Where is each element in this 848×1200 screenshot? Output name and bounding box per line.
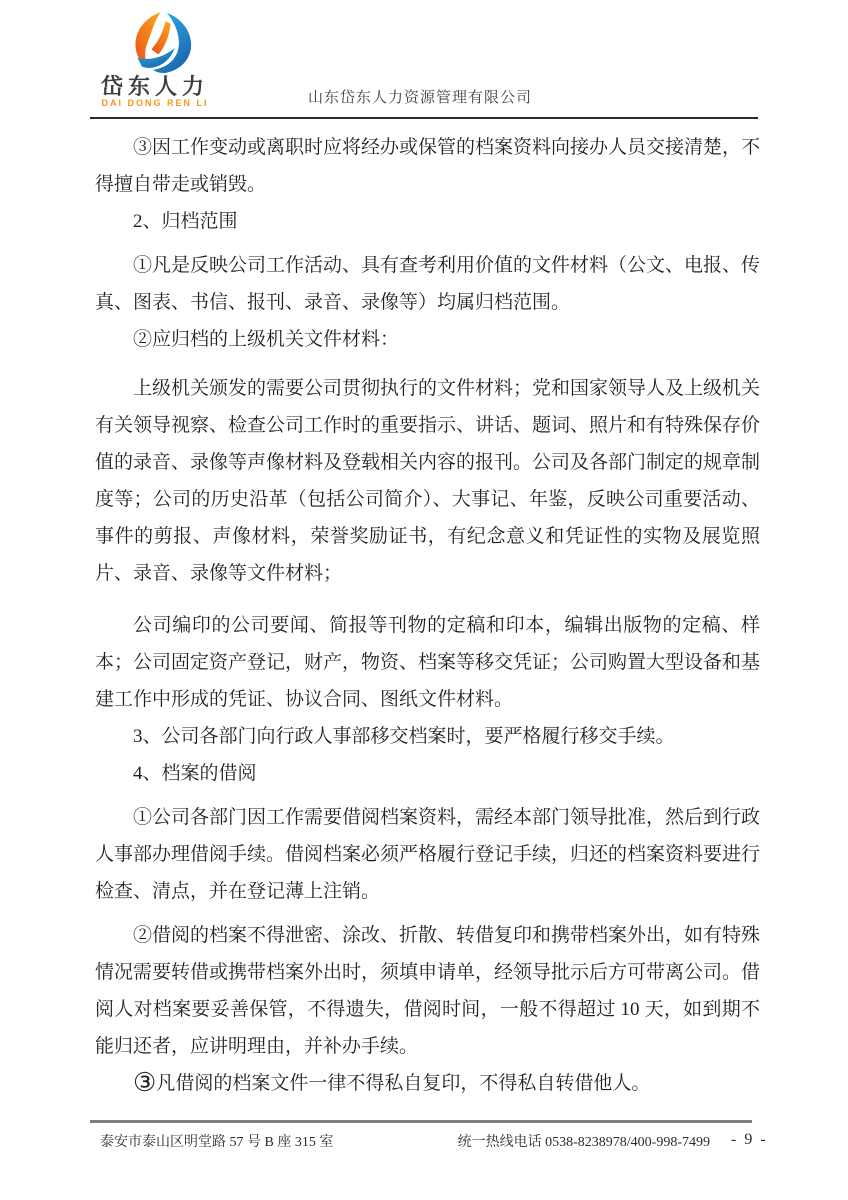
logo-en-text: DAI DONG REN LI <box>101 98 209 108</box>
body-paragraph-4: ②应归档的上级机关文件材料： <box>133 329 400 350</box>
header-divider <box>90 117 758 119</box>
company-logo-icon <box>131 11 195 75</box>
body-paragraph-3: ①凡是反映公司工作活动、具有查考利用价值的文件材料（公文、电报、传真、图表、书信、报刊、录音、录像等）均属归档范围。 <box>95 255 761 313</box>
footer-hotline: 统一热线电话 0538-8238978/400-998-7499 <box>457 1135 710 1150</box>
body-paragraph-8: 4、档案的借阅 <box>133 763 257 784</box>
body-paragraph-7: 3、公司各部门向行政人事部移交档案时，要严格履行移交手续。 <box>133 726 675 747</box>
body-paragraph-5: 上级机关颁发的需要公司贯彻执行的文件材料；党和国家领导人及上级机关有关领导视察、检查公司工作时的重要指示、讲话、题词、照片和有特殊保存价值的录音、录像等声像材料及登载相关内容的报刊。公司及各部门制定的规章制度等；公司的历史沿革（包括公司简介）、大事记、年鉴，反映公司重要活动、事件的剪报、声像材料，荣誉奖励证书，有纪念意义和凭证性的实物及展览照片、录音、录像等文件材料； <box>95 378 761 584</box>
body-paragraph-2: 2、归档范围 <box>133 211 238 232</box>
body-paragraph-1: ③因工作变动或离职时应将经办或保管的档案资料向接办人员交接清楚，不得擅自带走或销毁。 <box>95 137 761 195</box>
body-paragraph-11 <box>95 1065 760 1102</box>
page-number: - 9 - <box>731 1131 768 1148</box>
body-paragraph-9: ①公司各部门因工作需要借阅档案资料，需经本部门领导批准，然后到行政人事部办理借阅手续。借阅档案必须严格履行登记手续，归还的档案资料要进行检查、清点，并在登记薄上注销。 <box>95 807 761 902</box>
document-body <box>95 129 760 1102</box>
page-footer <box>90 1120 752 1151</box>
circled-number-marker: ③ <box>133 1068 157 1097</box>
body-paragraph-11-text: 凡借阅的档案文件一律不得私自复印，不得私自转借他人。 <box>156 1073 651 1094</box>
company-name: 山东岱东人力资源管理有限公司 <box>308 90 533 106</box>
body-paragraph-6: 公司编印的公司要闻、简报等刊物的定稿和印本，编辑出版物的定稿、样本；公司固定资产登记，财产，物资、档案等移交凭证；公司购置大型设备和基建工作中形成的凭证、协议合同、图纸文件材料。 <box>95 615 761 710</box>
body-paragraph-10: ②借阅的档案不得泄密、涂改、折散、转借复印和携带档案外出，如有特殊情况需要转借或携带档案外出时，须填申请单，经领导批示后方可带离公司。借阅人对档案要妥善保管，不得遗失，借阅时间，一般不得超过 10 天，如到期不能归还者，应讲明理由，并补办手续。 <box>95 925 761 1057</box>
footer-address: 泰安市泰山区明堂路 57 号 B 座 315 室 <box>100 1135 334 1150</box>
logo-cn-text: 岱东人力 <box>100 74 209 99</box>
